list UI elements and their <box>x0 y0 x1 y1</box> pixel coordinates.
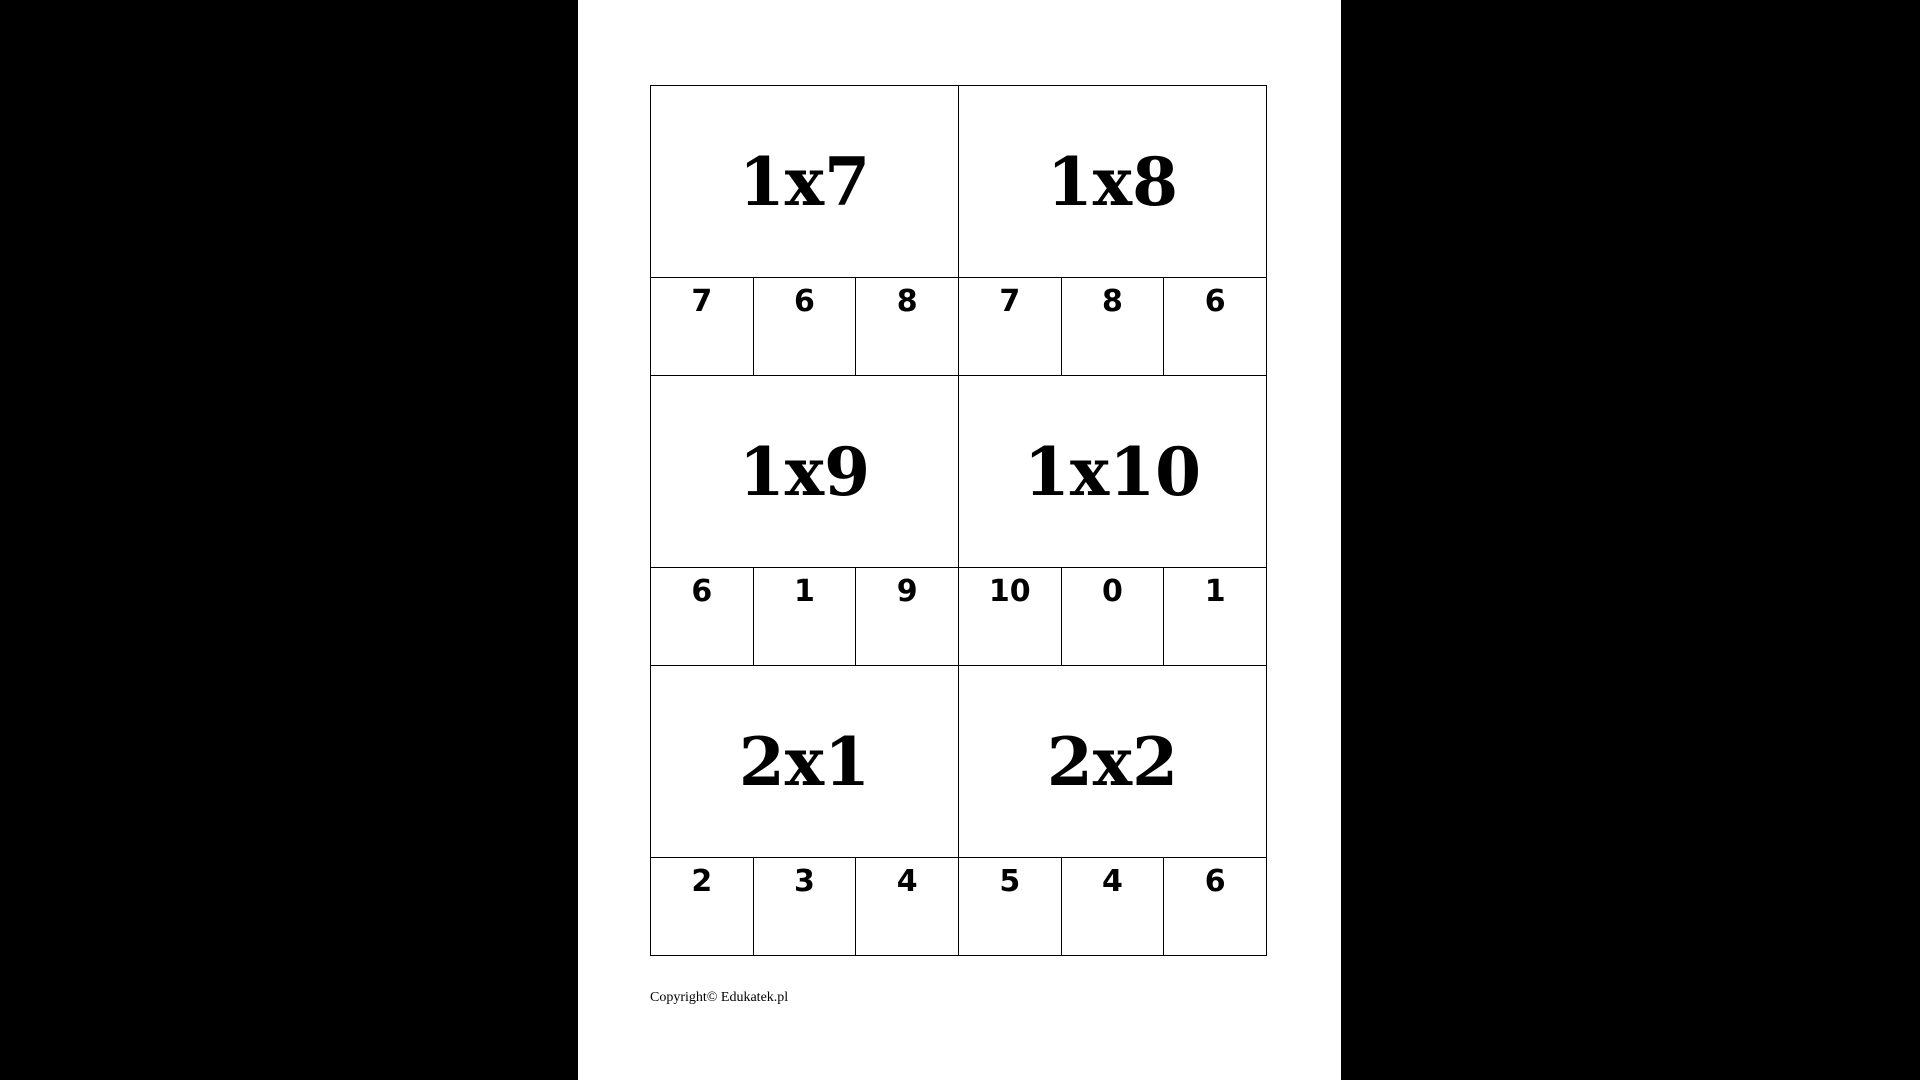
answer-row <box>651 858 1267 956</box>
answer-cell: 5 <box>958 858 1061 956</box>
answer-row <box>651 568 1267 666</box>
problem-card-4: 1x10 <box>958 376 1266 568</box>
answer-cell: 7 <box>651 278 754 376</box>
answer-cell: 3 <box>753 858 856 956</box>
answer-row <box>651 278 1267 376</box>
problem-row <box>651 666 1267 858</box>
answer-cell: 6 <box>1164 278 1267 376</box>
answer-cell: 0 <box>1061 568 1164 666</box>
problem-card-1: 1x7 <box>651 86 959 278</box>
answer-cell: 9 <box>856 568 959 666</box>
copyright-footer: Copyright© Edukatek.pl <box>650 990 789 1005</box>
answer-cell: 7 <box>958 278 1061 376</box>
answer-cell: 4 <box>856 858 959 956</box>
answer-cell: 6 <box>1164 858 1267 956</box>
answer-cell: 1 <box>753 568 856 666</box>
problem-card-3: 1x9 <box>651 376 959 568</box>
problem-card-5: 2x1 <box>651 666 959 858</box>
flashcard-grid <box>650 85 1267 956</box>
problem-row <box>651 376 1267 568</box>
answer-cell: 2 <box>651 858 754 956</box>
answer-cell: 6 <box>651 568 754 666</box>
answer-cell: 1 <box>1164 568 1267 666</box>
problem-row <box>651 86 1267 278</box>
answer-cell: 4 <box>1061 858 1164 956</box>
answer-cell: 10 <box>958 568 1061 666</box>
answer-cell: 8 <box>856 278 959 376</box>
problem-card-6: 2x2 <box>958 666 1266 858</box>
answer-cell: 8 <box>1061 278 1164 376</box>
document-page <box>578 0 1341 1080</box>
problem-card-2: 1x8 <box>958 86 1266 278</box>
answer-cell: 6 <box>753 278 856 376</box>
